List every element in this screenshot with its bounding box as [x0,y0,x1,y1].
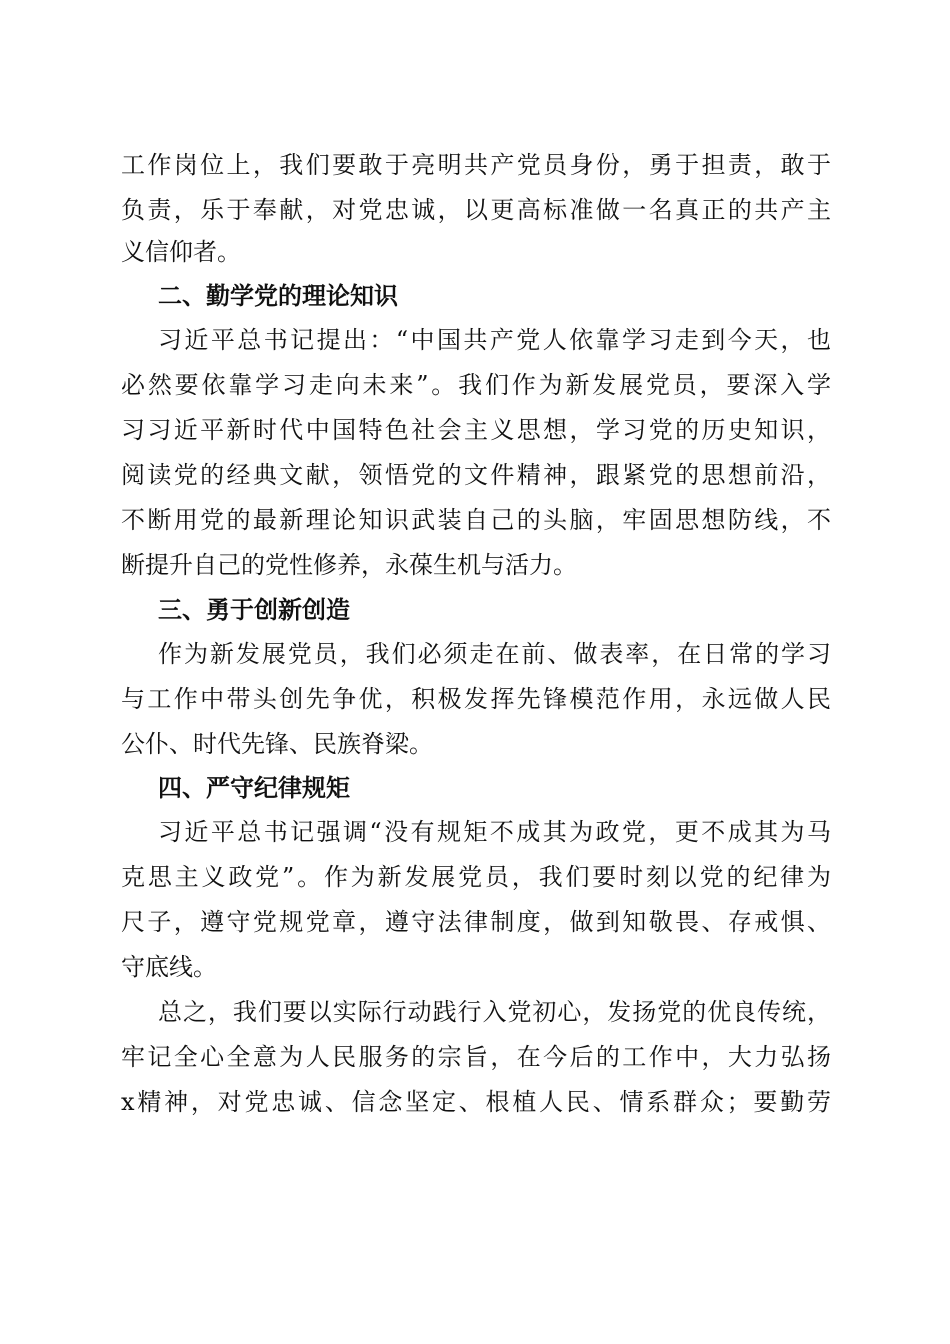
intro-line-2: 负责，乐于奉献，对党忠诚，以更高标准做一名真正的共产主 [121,196,831,224]
section4-line-1: 习近平总书记强调“没有规矩不成其为政党，更不成其为马 [158,818,831,846]
conclusion-line-2: 牢记全心全意为人民服务的宗旨，在今后的工作中，大力弘扬 [121,1043,831,1071]
section4-line-4: 守底线。 [121,953,217,981]
section3-line-2: 与工作中带头创先争优，积极发挥先锋模范作用，永远做人民 [121,685,831,713]
section3-line-1: 作为新发展党员，我们必须走在前、做表率，在日常的学习 [158,640,831,668]
section2-line-1: 习近平总书记提出：“中国共产党人依靠学习走到今天，也 [158,326,831,354]
conclusion-line-3: x精神，对党忠诚、信念坚定、根植人民、情系群众；要勤劳 [121,1088,831,1116]
section4-line-3: 尺子，遵守党规党章，遵守法律制度，做到知敬畏、存戒惧、 [121,908,831,936]
section2-line-3: 习习近平新时代中国特色社会主义思想，学习党的历史知识， [121,416,831,444]
section-heading-3: 三、勇于创新创造 [158,596,350,624]
section4-line-2: 克思主义政党”。作为新发展党员，我们要时刻以党的纪律为 [121,863,831,891]
conclusion-line-1: 总之，我们要以实际行动践行入党初心，发扬党的优良传统， [158,998,831,1026]
section2-line-6: 断提升自己的党性修养，永葆生机与活力。 [121,551,577,579]
section2-line-5: 不断用党的最新理论知识武装自己的头脑，牢固思想防线，不 [121,506,831,534]
section2-line-4: 阅读党的经典文献，领悟党的文件精神，跟紧党的思想前沿， [121,461,831,489]
section-heading-4: 四、严守纪律规矩 [158,774,350,802]
section-heading-2: 二、勤学党的理论知识 [158,282,398,310]
intro-line-1: 工作岗位上，我们要敢于亮明共产党员身份，勇于担责，敢于 [121,151,831,179]
intro-line-3: 义信仰者。 [121,238,241,266]
section2-line-2: 必然要依靠学习走向未来”。我们作为新发展党员，要深入学 [121,371,831,399]
section3-line-3: 公仆、时代先锋、民族脊梁。 [121,730,433,758]
